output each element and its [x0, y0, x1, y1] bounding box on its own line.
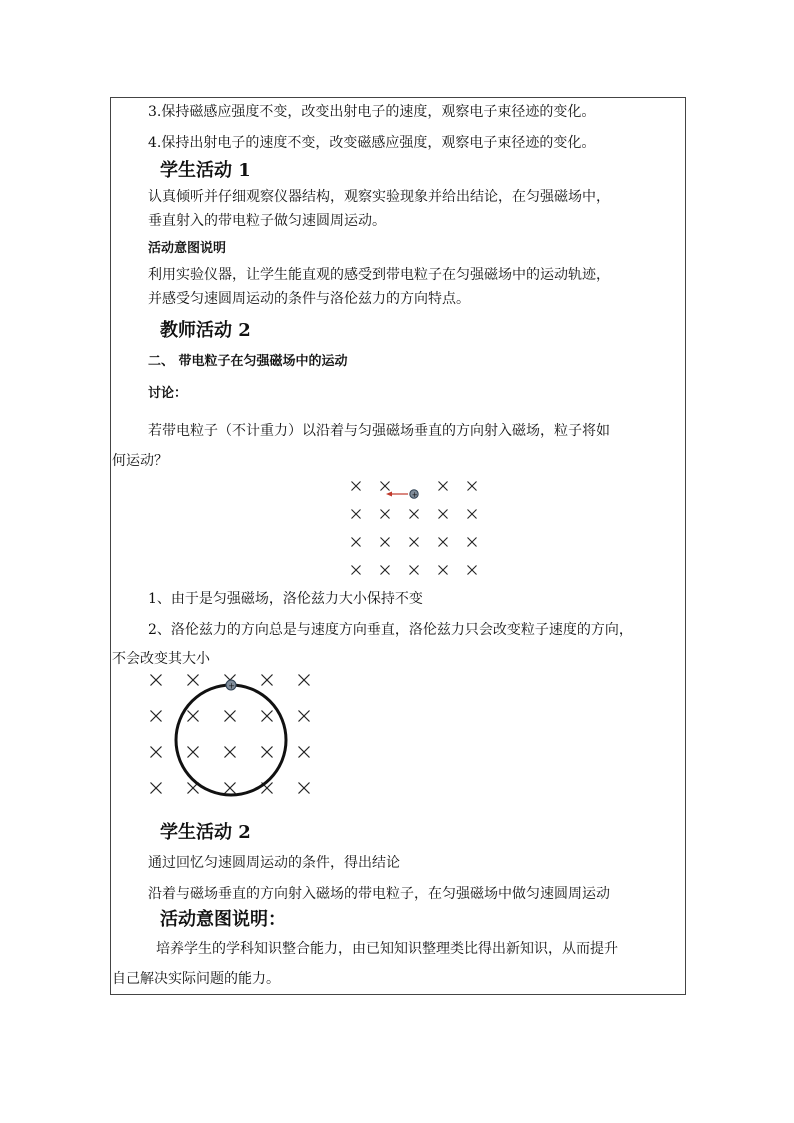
activity-intent-2-line-1: 培养学生的学科知识整合能力，由已知知识整理类比得出新知识，从而提升	[156, 941, 618, 957]
activity-intent-2-heading: 活动意图说明：	[160, 909, 286, 930]
velocity-arrowhead	[386, 492, 392, 497]
step-3-text: 3.保持磁感应强度不变，改变出射电子的速度，观察电子束径迹的变化。	[148, 104, 596, 120]
point-1-text: 1、由于是匀强磁场，洛伦兹力大小保持不变	[148, 591, 423, 607]
student-activity-2-heading: 学生活动 2	[160, 822, 251, 843]
circular-trajectory	[176, 685, 286, 795]
question-line-1: 若带电粒子（不计重力）以沿着与匀强磁场垂直的方向射入磁场，粒子将如	[148, 423, 610, 439]
particle-charge-sign: +	[411, 491, 418, 499]
point-2-line-2: 不会改变其大小	[112, 651, 210, 667]
circular-motion-figure	[140, 666, 326, 806]
activity-intent-1-heading: 活动意图说明	[148, 241, 227, 256]
student-activity-1-heading: 学生活动 1	[160, 160, 251, 181]
student-activity-1-line-1: 认真倾听并仔细观察仪器结构，观察实验现象并给出结论，在匀强磁场中，	[148, 189, 610, 205]
section-heading: 二、 带电粒子在匀强磁场中的运动	[148, 354, 348, 369]
particle-charge-sign: +	[228, 681, 235, 691]
activity-intent-2-line-2: 自己解决实际问题的能力。	[112, 971, 280, 987]
question-line-2: 何运动？	[112, 453, 168, 469]
activity-intent-1-line-1: 利用实验仪器，让学生能直观的感受到带电粒子在匀强磁场中的运动轨迹，	[148, 267, 610, 283]
step-4-text: 4.保持出射电子的速度不变，改变磁感应强度，观察电子束径迹的变化。	[148, 135, 596, 151]
student-activity-1-line-2: 垂直射入的带电粒子做匀速圆周运动。	[148, 213, 386, 229]
discussion-label: 讨论：	[148, 386, 188, 401]
student-activity-2-line-2: 沿着与磁场垂直的方向射入磁场的带电粒子，在匀强磁场中做匀速圆周运动	[148, 886, 610, 902]
teacher-activity-2-heading: 教师活动 2	[160, 320, 251, 341]
point-2-line-1: 2、洛伦兹力的方向总是与速度方向垂直，洛伦兹力只会改变粒子速度的方向，	[148, 622, 633, 638]
student-activity-2-line-1: 通过回忆匀速圆周运动的条件，得出结论	[148, 855, 400, 871]
magnetic-field-figure-1	[340, 474, 490, 582]
activity-intent-1-line-2: 并感受匀速圆周运动的条件与洛伦兹力的方向特点。	[148, 291, 470, 307]
